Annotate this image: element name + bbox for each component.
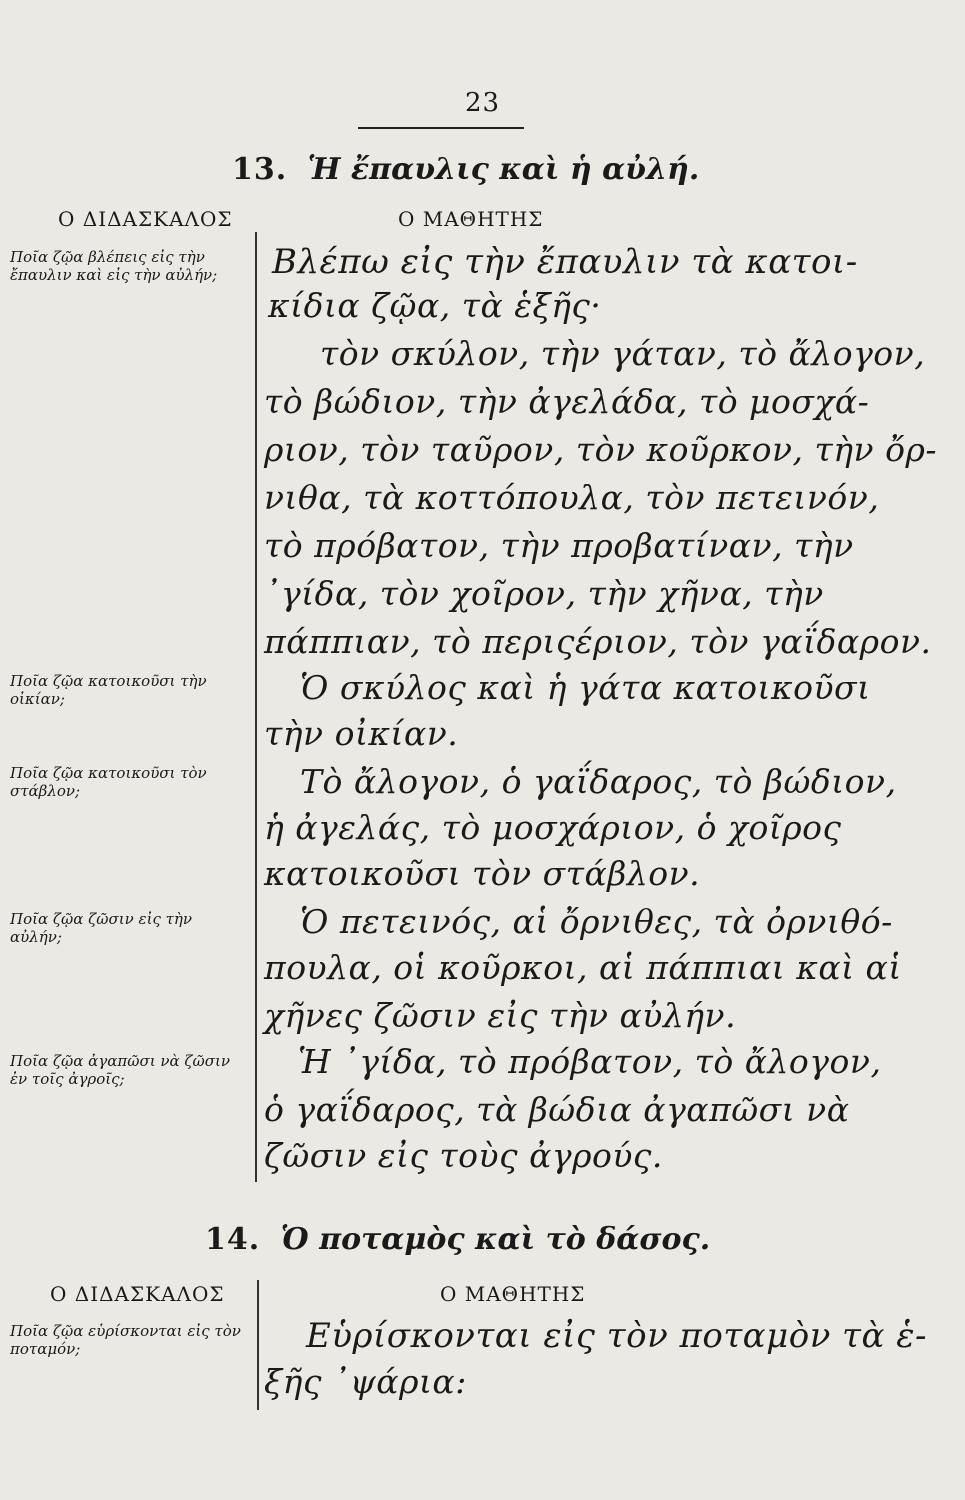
answer-line: Ἡ ᾿γίδα, τὸ πρόβατον, τὸ ἄλογον, xyxy=(298,1042,882,1081)
answer-line: τὴν οἰκίαν. xyxy=(264,714,459,753)
answer-line: Ὁ πετεινός, αἱ ὄρνιθες, τὰ ὀρνιθό- xyxy=(300,902,893,941)
teacher-column-label: Ο ΔΙΔΑΣΚΑΛΟΣ xyxy=(50,1282,225,1306)
question-1: Ποῖα ζῷα βλέπεις εἰς τὴν ἔπαυλιν καὶ εἰς τὴν αὐλήν; xyxy=(10,248,218,284)
answer-line: τὸ βώδιον, τὴν ἀγελάδα, τὸ μοσχά- xyxy=(264,382,870,421)
answer-line: τὸ πρόβατον, τὴν προβατίναν, τὴν xyxy=(264,526,854,565)
section-13-number: 13. xyxy=(232,152,288,187)
answer-line: Βλέπω εἰς τὴν ἔπαυλιν τὰ κατοι- xyxy=(272,242,858,282)
question-2: Ποῖα ζῷα κατοικοῦσι τὴν οἰκίαν; xyxy=(10,672,207,708)
page-number: 23 xyxy=(464,88,501,118)
student-column-label: Ο ΜΑΘΗΤΗΣ xyxy=(398,207,544,231)
answer-line: κατοικοῦσι τὸν στάβλον. xyxy=(264,854,701,893)
question-6: Ποῖα ζῷα εὑρίσκονται εἰς τὸν ποταμόν; xyxy=(10,1322,241,1358)
column-divider xyxy=(255,232,257,1182)
answer-line: πουλα, οἱ κοῦρκοι, αἱ πάππιαι καὶ αἱ xyxy=(264,948,902,987)
answer-line: ἡ ἀγελάς, τὸ μοσχάριον, ὁ χοῖρος xyxy=(264,808,842,847)
answer-line: πάππιαν, τὸ περιςέριον, τὸν γαΐδαρον. xyxy=(264,622,932,661)
student-column-label: Ο ΜΑΘΗΤΗΣ xyxy=(440,1282,586,1306)
answer-line: τὸν σκύλον, τὴν γάταν, τὸ ἄλογον, xyxy=(320,334,926,373)
question-4: Ποῖα ζῷα ζῶσιν εἰς τὴν αὐλήν; xyxy=(10,910,193,946)
section-13-heading xyxy=(232,152,699,187)
answer-line: ριον, τὸν ταῦρον, τὸν κοῦρκον, τὴν ὄρ- xyxy=(264,430,938,469)
question-3: Ποῖα ζῷα κατοικοῦσι τὸν στάβλον; xyxy=(10,764,207,800)
section-13-title: Ἡ ἔπαυλις καὶ ἡ αὐλή. xyxy=(307,152,700,187)
answer-line: Ὁ σκύλος καὶ ἡ γάτα κατοικοῦσι xyxy=(300,668,871,707)
answer-line: ὁ γαΐδαρος, τὰ βώδια ἀγαπῶσι νὰ xyxy=(264,1090,850,1129)
answer-line: νιθα, τὰ κοττόπουλα, τὸν πετεινόν, xyxy=(264,478,880,517)
answer-line: κίδια ζῷα, τὰ ἑξῆς· xyxy=(268,286,602,325)
answer-line: Τὸ ἄλογον, ὁ γαΐδαρος, τὸ βώδιον, xyxy=(300,762,897,801)
teacher-column-label: Ο ΔΙΔΑΣΚΑΛΟΣ xyxy=(58,207,233,231)
section-14-title: Ὁ ποταμὸς καὶ τὸ δάσος. xyxy=(280,1222,711,1257)
column-divider xyxy=(257,1280,259,1410)
answer-line: ᾿γίδα, τὸν χοῖρον, τὴν χῆνα, τὴν xyxy=(264,574,824,613)
question-5: Ποῖα ζῷα ἀγαπῶσι νὰ ζῶσιν ἐν τοῖς ἀγροῖς; xyxy=(10,1052,230,1088)
section-14-heading xyxy=(205,1222,710,1257)
header-rule xyxy=(358,127,524,129)
answer-line: Εὑρίσκονται εἰς τὸν ποταμὸν τὰ ἑ- xyxy=(306,1316,927,1356)
section-14-number: 14. xyxy=(205,1222,261,1257)
answer-line: χῆνες ζῶσιν εἰς τὴν αὐλήν. xyxy=(264,996,737,1035)
answer-line: ζῶσιν εἰς τοὺς ἀγρούς. xyxy=(264,1136,663,1175)
answer-line: ξῆς ᾿ψάρια: xyxy=(264,1362,467,1401)
